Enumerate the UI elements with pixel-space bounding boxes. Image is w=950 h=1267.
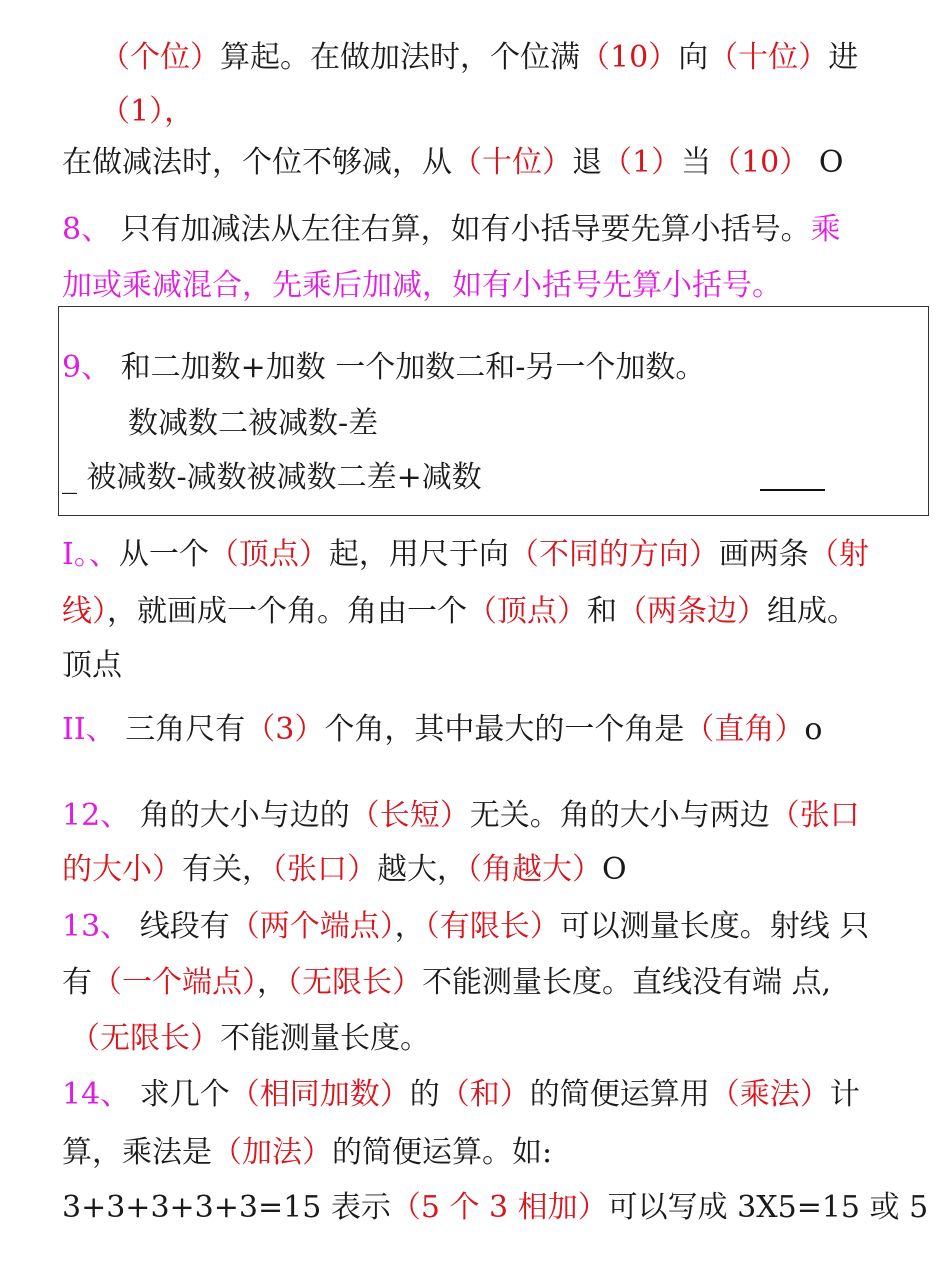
text-segment: （两个端点） [229, 909, 395, 944]
text-segment: 向 [678, 40, 709, 75]
text-line-15 [62, 907, 869, 947]
text-segment: （直角） [684, 712, 805, 747]
text-segment: 的 [409, 1077, 440, 1112]
text-line-6 [62, 348, 705, 388]
text-segment: （张口 [769, 798, 860, 833]
text-line-1 [100, 38, 858, 78]
text-segment: 求几个 [139, 1077, 230, 1112]
text-line-19 [62, 1133, 552, 1173]
text-segment: 线段有 [139, 909, 230, 944]
text-line-11 [62, 646, 122, 686]
text-segment: 和二加数+加数 一个加数二和-另一个加数。 [120, 350, 706, 385]
text-segment: 不能测量长度。直线没有端 点, [422, 965, 832, 1000]
text-segment: 顶点 [62, 648, 122, 683]
text-segment: 退 [572, 145, 602, 180]
text-segment: （顶点） [467, 594, 587, 629]
text-line-2 [100, 92, 194, 132]
text-segment: （3） [245, 712, 325, 747]
text-segment: 有 [62, 965, 92, 1000]
text-line-4 [62, 210, 841, 250]
text-segment: （十位） [708, 40, 829, 75]
text-segment: （和） [439, 1077, 530, 1112]
text-segment: 当 [681, 145, 712, 180]
text-segment: O [602, 852, 627, 887]
text-line-13 [62, 796, 860, 836]
text-segment: ， [394, 909, 425, 944]
text-segment: （无限长） [70, 1021, 220, 1056]
text-segment: （1）， [100, 94, 195, 129]
text-segment: （两条边） [617, 594, 767, 629]
text-segment: 三角尺有 [125, 712, 246, 747]
text-segment: 12、 [62, 798, 140, 833]
text-line-3 [62, 143, 843, 183]
text-segment: 的大小） [62, 852, 182, 887]
text-segment: （不同的方向） [508, 537, 719, 572]
text-segment: 算起。在做加法时，个位满 [220, 40, 580, 75]
text-segment: 可以写成 3X5=15 或 5 [607, 1190, 929, 1225]
text-segment: 只有加减法从左往右算，如有小括导要先算小括号。 [120, 212, 811, 247]
text-segment: 14、 [62, 1077, 140, 1112]
text-segment: 无关。角的大小与两边 [469, 798, 770, 833]
text-segment: （5 个 3 相加） [390, 1190, 608, 1225]
text-segment: （有限长） [424, 909, 560, 944]
text-segment: 乘 [810, 212, 841, 247]
text-segment: （一个端点） [92, 965, 257, 1000]
text-segment: 越大， [377, 852, 467, 887]
text-segment: 进 [828, 40, 859, 75]
text-segment: II、 [62, 712, 126, 747]
text-line-20 [62, 1188, 928, 1228]
text-segment: （个位） [100, 40, 220, 75]
text-segment: ， [257, 965, 287, 1000]
text-segment: 从一个 [118, 537, 209, 572]
text-segment: （10） [580, 40, 679, 75]
text-segment: 在做减法时，个位不够减，从 [62, 145, 452, 180]
text-segment: 有关， [182, 852, 272, 887]
text-segment: 加或乘减混合，先乘后加减，如有小括号先算小括号。 [62, 268, 782, 303]
text-segment: 不能测量长度。 [220, 1021, 430, 1056]
text-line-14 [62, 850, 627, 890]
text-segment: O [809, 145, 844, 180]
text-line-16 [62, 963, 831, 1003]
answer-blank-line [760, 489, 825, 491]
text-segment: 3+3+3+3+3=15 表示 [62, 1190, 391, 1225]
text-segment: （顶点） [208, 537, 329, 572]
text-segment: o [804, 712, 823, 747]
text-segment: 线） [62, 594, 107, 629]
text-line-8 [62, 458, 482, 498]
text-segment: 起，用尺于向 [328, 537, 509, 572]
text-segment: 画两条 [718, 537, 809, 572]
text-segment: （乘法） [709, 1077, 830, 1112]
text-segment: （长短） [349, 798, 470, 833]
text-line-9 [62, 535, 869, 575]
text-segment: 数减数二被减数-差 [128, 406, 379, 441]
text-line-18 [62, 1075, 860, 1115]
text-segment: 和 [587, 594, 617, 629]
text-segment: 的简便运算用 [529, 1077, 710, 1112]
text-segment: （10） [711, 145, 810, 180]
text-segment: 算，乘法是 [62, 1135, 212, 1170]
text-segment: 9、 [62, 350, 121, 385]
text-segment: I。、 [62, 537, 119, 572]
text-segment: 角的大小与边的 [139, 798, 350, 833]
text-segment: （角越大） [467, 852, 602, 887]
text-line-7 [128, 404, 378, 444]
text-segment: 13、 [62, 909, 140, 944]
text-segment: 组成。 [767, 594, 857, 629]
text-line-17 [70, 1019, 430, 1059]
text-segment: （十位） [452, 145, 572, 180]
text-segment: （相同加数） [229, 1077, 410, 1112]
text-segment: （加法） [212, 1135, 332, 1170]
text-segment: 的简便运算。如: [332, 1135, 553, 1170]
text-line-10 [62, 592, 857, 632]
text-segment: （无限长） [287, 965, 422, 1000]
text-segment: 计 [829, 1077, 860, 1112]
text-segment: （张口） [272, 852, 377, 887]
text-segment: _ 被减数-减数被减数二差+减数 [62, 460, 482, 495]
text-segment: 可以测量长度。射线 只 [559, 909, 870, 944]
text-line-5 [62, 266, 782, 306]
text-segment: （射 [808, 537, 869, 572]
text-line-12 [62, 710, 822, 750]
text-segment: ，就画成一个角。角由一个 [107, 594, 467, 629]
text-segment: （1） [602, 145, 682, 180]
text-segment: 个角，其中最大的一个角是 [324, 712, 685, 747]
text-segment: 8、 [62, 212, 121, 247]
